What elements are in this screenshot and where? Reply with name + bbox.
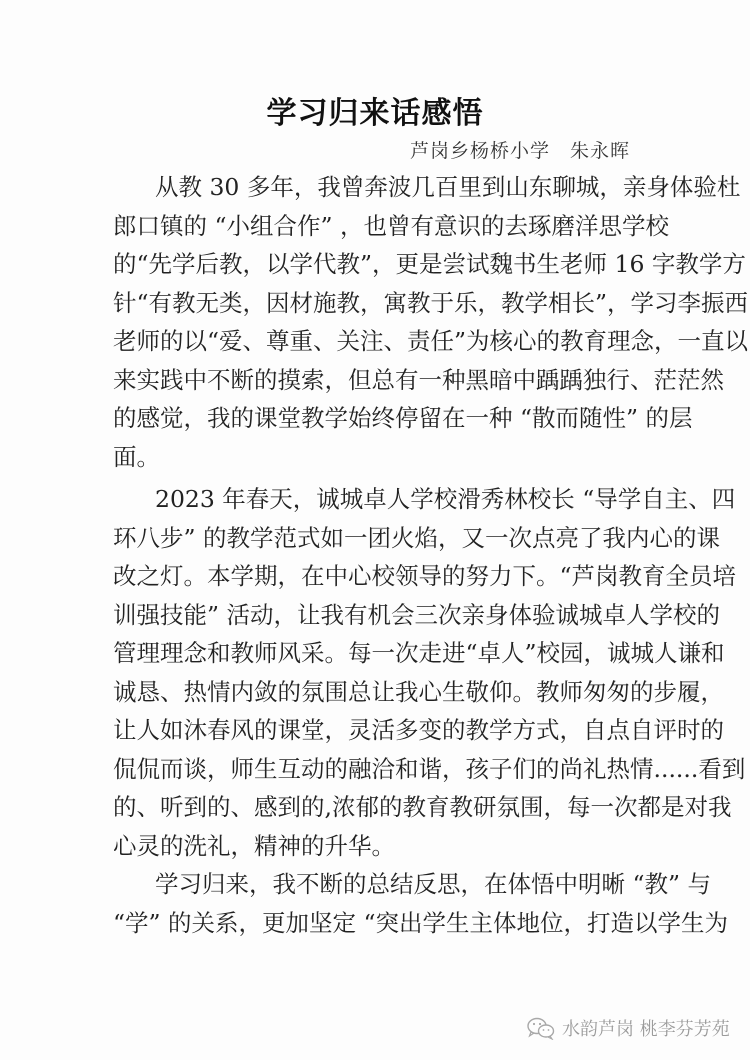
text-line: 管理理念和教师风采。每一次走进“卓人”校园，诚城人谦和: [113, 639, 725, 667]
text-line: 侃侃而谈，师生互动的融洽和谐，孩子们的尚礼热情......看到: [113, 754, 746, 783]
watermark-text: 水韵芦岗 桃李芬芳苑: [562, 1019, 730, 1040]
wechat-icon: [526, 1016, 556, 1040]
text-line: 2023 年春天，诚城卓人学校滑秀林校长 “导学自主、四: [155, 485, 736, 513]
text-line: 从教 30 多年，我曾奔波几百里到山东聊城，亲身体验杜: [155, 173, 741, 201]
text-line: 改之灯。本学期，在中心校领导的努力下。“芦岗教育全员培: [113, 562, 737, 590]
text-line: 环八步” 的教学范式如一团火焰，又一次点亮了我内心的课: [113, 523, 720, 552]
text-line: 来实践中不断的摸索，但总有一种黑暗中踽踽独行、茫茫然: [113, 365, 724, 394]
article-title: 学习归来话感悟: [266, 96, 484, 131]
article-body: [113, 168, 749, 942]
text-line: 学习归来，我不断的总结反思，在体悟中明晰 “教” 与: [155, 870, 711, 898]
paragraph-2: [113, 480, 746, 865]
author-byline: 芦岗乡杨桥小学 朱永晖: [410, 140, 631, 162]
text-line: 郎口镇的 “小组合作” ，也曾有意识的去琢磨洋思学校: [113, 211, 669, 240]
text-line: 针“有教无类，因材施教，寓教于乐，教学相长”，学习李振西: [113, 288, 749, 317]
paragraph-3: [113, 865, 728, 942]
text-line: 心灵的洗礼，精神的升华。: [113, 831, 395, 860]
text-line: 的感觉，我的课堂教学始终停留在一种 “散而随性” 的层: [113, 404, 693, 432]
source-watermark: [526, 1014, 730, 1042]
text-line: 的、听到的、感到的,浓郁的教育教研氛围，每一次都是对我: [113, 793, 732, 821]
text-line: 训强技能” 活动，让我有机会三次亲身体验诚城卓人学校的: [113, 600, 720, 629]
text-line: 让人如沐春风的课堂，灵活多变的教学方式，自点自评时的: [113, 716, 724, 744]
paragraph-1: [113, 168, 749, 476]
text-line: 诚恳、热情内敛的氛围总让我心生敬仰。教师匆匆的步履，: [113, 677, 724, 706]
text-line: 老师的以“爱、尊重、关注、责任”为核心的教育理念，一直以: [113, 327, 749, 355]
text-line: 面。: [113, 442, 160, 471]
text-line: “学” 的关系，更加坚定 “突出学生主体地位，打造以学生为: [113, 908, 728, 937]
text-line: 的“先学后教，以学代教”，更是尝试魏书生老师 16 字教学方: [113, 250, 746, 278]
